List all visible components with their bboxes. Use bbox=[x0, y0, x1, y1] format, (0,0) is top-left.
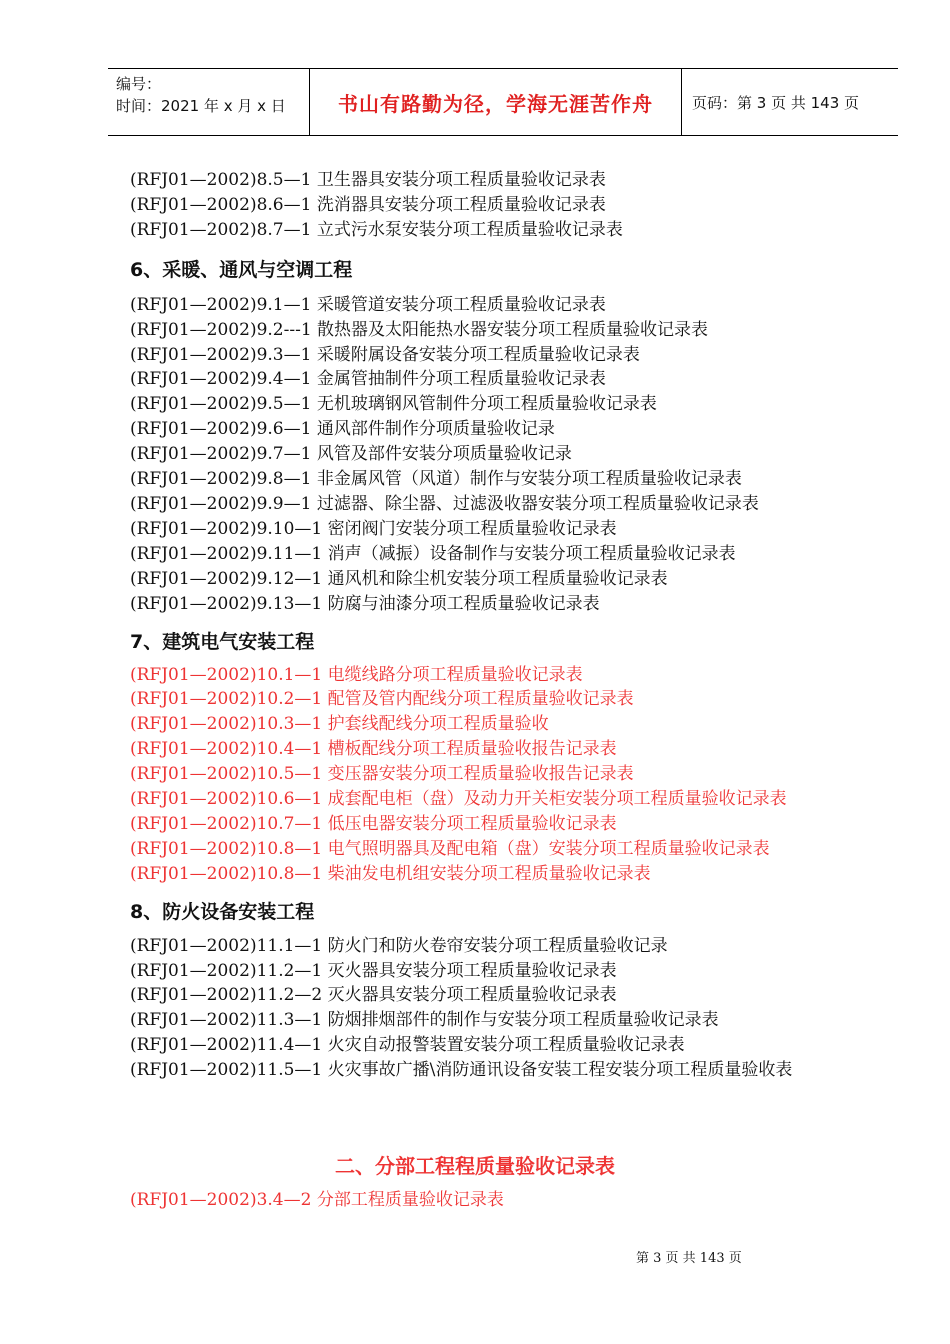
list-item: (RFJ01—2002)10.1—1 电缆线路分项工程质量验收记录表 bbox=[130, 664, 583, 685]
list-item: (RFJ01—2002)11.3—1 防烟排烟部件的制作与安装分项工程质量验收记录表 bbox=[130, 1010, 719, 1031]
list-item: (RFJ01—2002)9.2---1 散热器及太阳能热水器安装分项工程质量验收记录表 bbox=[130, 319, 709, 340]
list-item: (RFJ01—2002)11.2—2 灭火器具安装分项工程质量验收记录表 bbox=[130, 985, 617, 1006]
list-item: (RFJ01—2002)10.5—1 变压器安装分项工程质量验收报告记录表 bbox=[130, 764, 634, 785]
list-item: (RFJ01—2002)9.10—1 密闭阀门安装分项工程质量验收记录表 bbox=[130, 518, 617, 539]
list-item: (RFJ01—2002)9.3—1 采暖附属设备安装分项工程质量验收记录表 bbox=[130, 344, 640, 365]
header-page-info: 页码：第 3 页 共 143 页 bbox=[692, 93, 860, 112]
list-item: (RFJ01—2002)10.7—1 低压电器安装分项工程质量验收记录表 bbox=[130, 813, 617, 834]
list-item: (RFJ01—2002)11.4—1 火灾自动报警装置安装分项工程质量验收记录表 bbox=[130, 1035, 685, 1056]
part-two-item: (RFJ01—2002)3.4—2 分部工程质量验收记录表 bbox=[130, 1190, 504, 1210]
list-item: (RFJ01—2002)11.1—1 防火门和防火卷帘安装分项工程质量验收记录 bbox=[130, 935, 668, 956]
page-header bbox=[108, 68, 898, 136]
list-item: (RFJ01—2002)10.6—1 成套配电柜（盘）及动力开关柜安装分项工程质量验收记录表 bbox=[130, 789, 787, 810]
section-electrical bbox=[130, 629, 890, 887]
section-heading: 7、建筑电气安装工程 bbox=[130, 630, 315, 653]
list-item: (RFJ01—2002)10.3—1 护套线配线分项工程质量验收 bbox=[130, 714, 549, 735]
list-item: (RFJ01—2002)8.6—1 洗消器具安装分项工程质量验收记录表 bbox=[130, 194, 606, 215]
list-item: (RFJ01—2002)9.5—1 无机玻璃钢风管制件分项工程质量验收记录表 bbox=[130, 394, 657, 415]
section-heading: 8、防火设备安装工程 bbox=[130, 900, 315, 923]
list-item: (RFJ01—2002)9.7—1 风管及部件安装分项质量验收记录 bbox=[130, 444, 572, 465]
list-item: (RFJ01—2002)10.2—1 配管及管内配线分项工程质量验收记录表 bbox=[130, 689, 634, 710]
list-item: (RFJ01—2002)9.11—1 消声（减振）设备制作与安装分项工程质量验收记录表 bbox=[130, 543, 736, 564]
list-item: (RFJ01—2002)9.4—1 金属管抽制件分项工程质量验收记录表 bbox=[130, 369, 606, 390]
list-item: (RFJ01—2002)10.8—1 柴油发电机组安装分项工程质量验收记录表 bbox=[130, 863, 651, 884]
document-time-label: 时间：2021 年 x 月 x 日 bbox=[116, 97, 286, 115]
document-number-label: 编号： bbox=[116, 75, 162, 93]
section-plumbing-continued bbox=[130, 168, 890, 243]
page-footer: 第 3 页 共 143 页 bbox=[636, 1251, 742, 1266]
section-hvac bbox=[130, 257, 890, 617]
section-heading: 6、采暖、通风与空调工程 bbox=[130, 258, 353, 281]
section-fire-protection bbox=[130, 899, 890, 1083]
list-item: (RFJ01—2002)9.13—1 防腐与油漆分项工程质量验收记录表 bbox=[130, 593, 600, 614]
list-item: (RFJ01—2002)9.8—1 非金属风管（风道）制作与安装分项工程质量验收记录表 bbox=[130, 469, 742, 490]
list-item: (RFJ01—2002)10.8—1 电气照明器具及配电箱（盘）安装分项工程质量验收记录表 bbox=[130, 838, 770, 859]
list-item: (RFJ01—2002)11.2—1 灭火器具安装分项工程质量验收记录表 bbox=[130, 960, 617, 981]
document-body bbox=[130, 168, 890, 1083]
list-item: (RFJ01—2002)9.9—1 过滤器、除尘器、过滤汲收器安装分项工程质量验收记录表 bbox=[130, 493, 759, 514]
list-item: (RFJ01—2002)9.6—1 通风部件制作分项质量验收记录 bbox=[130, 419, 555, 440]
list-item: (RFJ01—2002)8.7—1 立式污水泵安装分项工程质量验收记录表 bbox=[130, 219, 623, 240]
part-two-title: 二、分部工程程质量验收记录表 bbox=[335, 1154, 615, 1178]
list-item: (RFJ01—2002)9.1—1 采暖管道安装分项工程质量验收记录表 bbox=[130, 294, 606, 315]
list-item: (RFJ01—2002)11.5—1 火灾事故广播\消防通讯设备安装工程安装分项工程质量验收表 bbox=[130, 1060, 793, 1081]
list-item: (RFJ01—2002)9.12—1 通风机和除尘机安装分项工程质量验收记录表 bbox=[130, 568, 668, 589]
list-item: (RFJ01—2002)8.5—1 卫生器具安装分项工程质量验收记录表 bbox=[130, 170, 606, 190]
list-item: (RFJ01—2002)10.4—1 槽板配线分项工程质量验收报告记录表 bbox=[130, 739, 617, 760]
header-meta bbox=[108, 69, 310, 135]
header-motto: 书山有路勤为径，学海无涯苦作舟 bbox=[310, 69, 682, 135]
